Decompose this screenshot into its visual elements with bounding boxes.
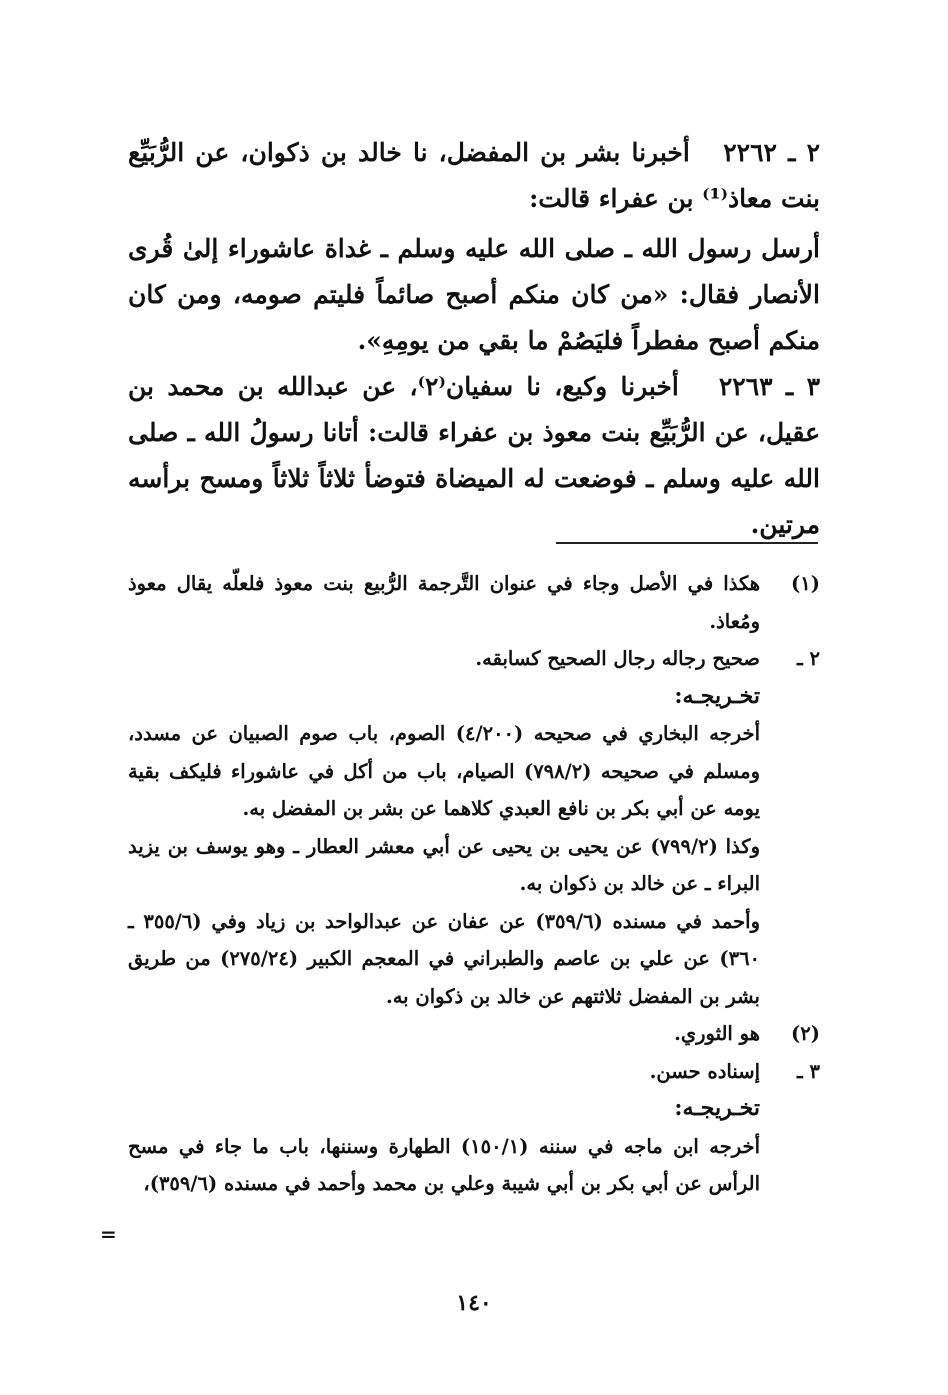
takhrij-text: وأحمد في مسنده (٣٥٩/٦) عن عفان عن عبدالواحد بن زياد وفي (٣٥٥/٦ ـ ٣٦٠) عن علي بن عاصم والطبراني في المعجم الكبير (٢٧٥/٢٤) من طريق بشر بن المفضل ثلاثتهم عن خالد بن ذكوان به. [128, 909, 761, 1008]
hadith-isnad-text: أخبرنا بشر بن المفضل، نا خالد بن ذكوان، عن الرُّبَيِّع بنت معاذ⁽¹⁾ بن عفراء قالت: [128, 138, 820, 213]
takhrij-label: تخـريجـه: [674, 1095, 760, 1121]
note-3-takhrij-heading [128, 1090, 820, 1128]
note-mark: ٢ ـ [797, 647, 820, 670]
note-2-takhrij-3 [128, 903, 820, 1016]
footnote-separator [556, 542, 818, 544]
note-2-takhrij-2 [128, 828, 820, 903]
note-3-takhrij-1 [128, 1128, 820, 1203]
hadith-number: ٣ ـ ٢٢٦٣ [718, 372, 821, 401]
footnote-mark: (٢) [791, 1022, 820, 1045]
hadith-2262-isnad [128, 130, 820, 222]
takhrij-label: تخـريجـه: [674, 682, 760, 709]
footnotes-block [128, 565, 820, 1203]
note-text: إسناده حسن. [649, 1059, 760, 1083]
footnote-1 [128, 565, 820, 640]
footnote-2 [128, 1015, 820, 1053]
takhrij-text: أخرجه البخاري في صحيحه (٤/٢٠٠) الصوم، باب صوم الصبيان عن مسدد، ومسلم في صحيحه (٧٩٨/٢) الصيام، باب من أكل في عاشوراء فليكف بقية يومه عن أبي بكر بن نافع العبدي كلاهما عن بشر بن المفضل به. [128, 722, 761, 820]
takhrij-text: وكذا (٧٩٩/٢) عن يحيى بن يحيى عن أبي معشر العطار ـ وهو يوسف بن يزيد البراء ـ عن خالد بن ذكوان به. [128, 834, 760, 895]
hadith-2263 [128, 364, 820, 548]
continuation-mark: = [100, 1222, 117, 1246]
note-mark: ٣ ـ [797, 1059, 820, 1083]
page-number: ١٤٠ [456, 1290, 492, 1316]
takhrij-text: أخرجه ابن ماجه في سننه (١٥٠/١) الطهارة وسننها، باب ما جاء في مسح الرأس عن أبي بكر بن أبي شيبة وعلي بن محمد وأحمد في مسنده (٣٥٩/٦)، [128, 1134, 760, 1195]
hadith-matn-text: أرسل رسول الله ـ صلى الله عليه وسلم ـ غداة عاشوراء إلىٰ قُرى الأنصار فقال: «من كان منكم أصبح صائماً فليتم صومه، ومن كان منكم أصبح مفطراً فليَصُمْ ما بقي من يومِهِ». [128, 234, 820, 355]
hadith-2262-matn [128, 226, 820, 364]
hadith-text: أخبرنا وكيع، نا سفيان⁽٢⁾، عن عبدالله بن محمد بن عقيل، عن الرُّبَيِّع بنت معوذ بن عفراء قالت: أتانا رسولُ الله ـ صلى الله عليه وسلم ـ فوضعت له الميضاة فتوضأ ثلاثاً ثلاثاً ومسح برأسه مرتين. [128, 372, 820, 539]
note-2-takhrij-1 [128, 715, 820, 828]
note-3 [128, 1053, 820, 1091]
footnote-text: هكذا في الأصل وجاء في عنوان التَّرجمة الرُّبيع بنت معوذ فلعلّه يقال معوذ ومُعاذ. [128, 572, 760, 633]
hadith-number: ٢ ـ ٢٢٦٢ [723, 138, 820, 167]
note-2-takhrij-heading [128, 678, 820, 716]
note-text: صحيح رجاله رجال الصحيح كسابقه. [475, 647, 760, 670]
note-2 [128, 640, 820, 678]
footnote-text: هو الثوري. [674, 1022, 760, 1045]
footnote-mark: (١) [791, 572, 820, 595]
